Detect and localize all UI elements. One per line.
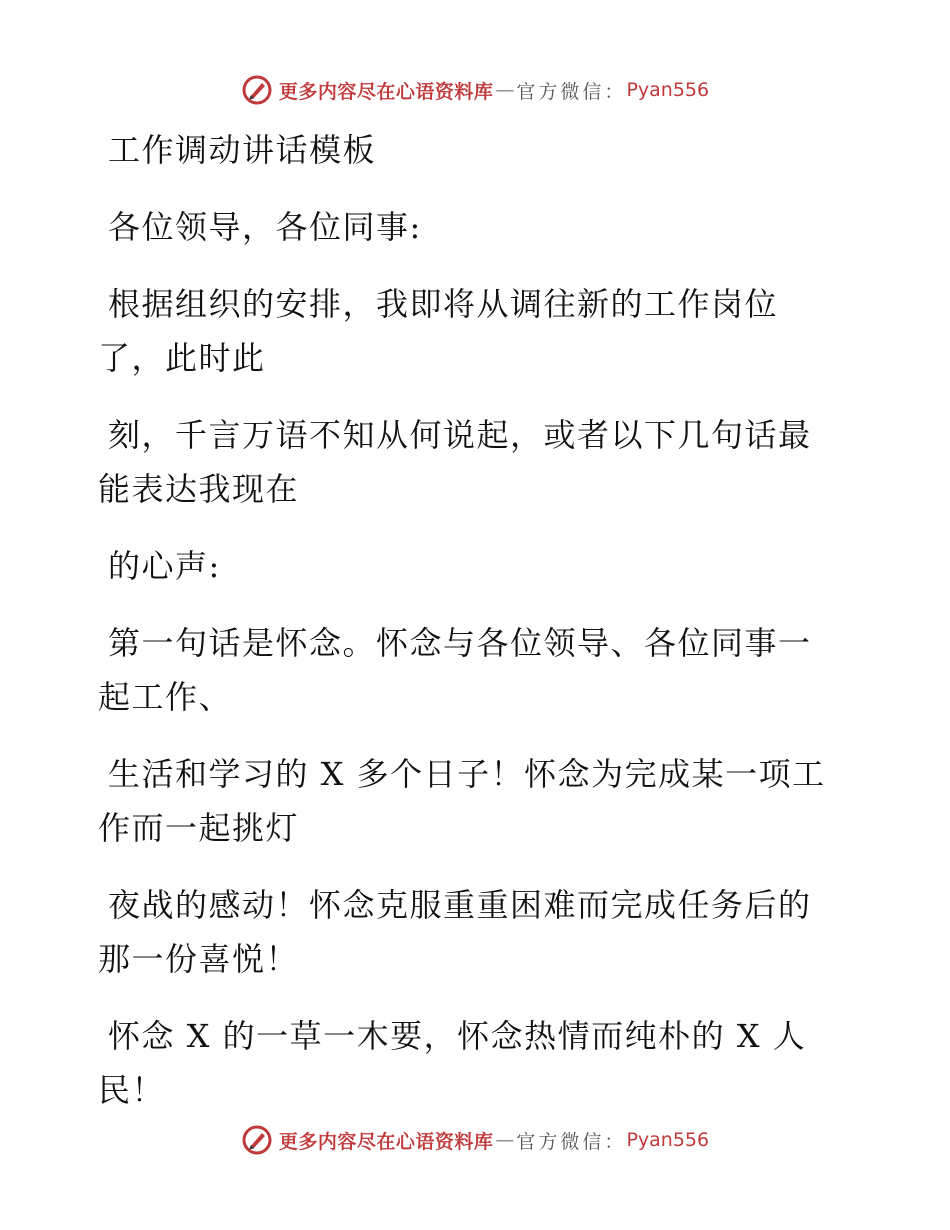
watermark-main-text: 更多内容尽在心语资料库 (278, 80, 494, 103)
pen-logo-icon (241, 1124, 273, 1156)
paragraph: 的心声: (108, 547, 221, 585)
paragraph: 第一句话是怀念。怀念与各位领导、各位同事一 起工作、 (98, 624, 812, 716)
paragraph: 各位领导，各位同事: (108, 208, 422, 246)
document-body (98, 123, 858, 1140)
watermark-wechat-label: 官方微信： (516, 1130, 627, 1153)
watermark-wechat-id: Pyan556 (626, 1129, 710, 1151)
paragraph: 生活和学习的 X 多个日子！怀念为完成某一项工 作而一起挑灯 (98, 755, 826, 847)
watermark-wechat-id: Pyan556 (626, 79, 710, 101)
paragraph: 刻，千言万语不知从何说起，或者以下几句话最 能表达我现在 (98, 416, 812, 508)
watermark-main-text: 更多内容尽在心语资料库 (278, 1130, 494, 1153)
document-title: 工作调动讲话模板 (108, 131, 377, 169)
footer-watermark (0, 1120, 950, 1160)
watermark-dash: — (495, 79, 515, 101)
watermark-dash: — (495, 1129, 515, 1151)
watermark-wechat-label: 官方微信： (516, 80, 627, 103)
paragraph: 怀念 X 的一草一木要，怀念热情而纯朴的 X 人 民！ (98, 1017, 807, 1109)
paragraph: 夜战的感动！怀念克服重重困难而完成任务后的 那一份喜悦！ (98, 886, 812, 978)
paragraph: 根据组织的安排，我即将从调往新的工作岗位 了，此时此 (98, 285, 779, 377)
header-watermark (0, 70, 950, 110)
pen-logo-icon (241, 74, 273, 106)
